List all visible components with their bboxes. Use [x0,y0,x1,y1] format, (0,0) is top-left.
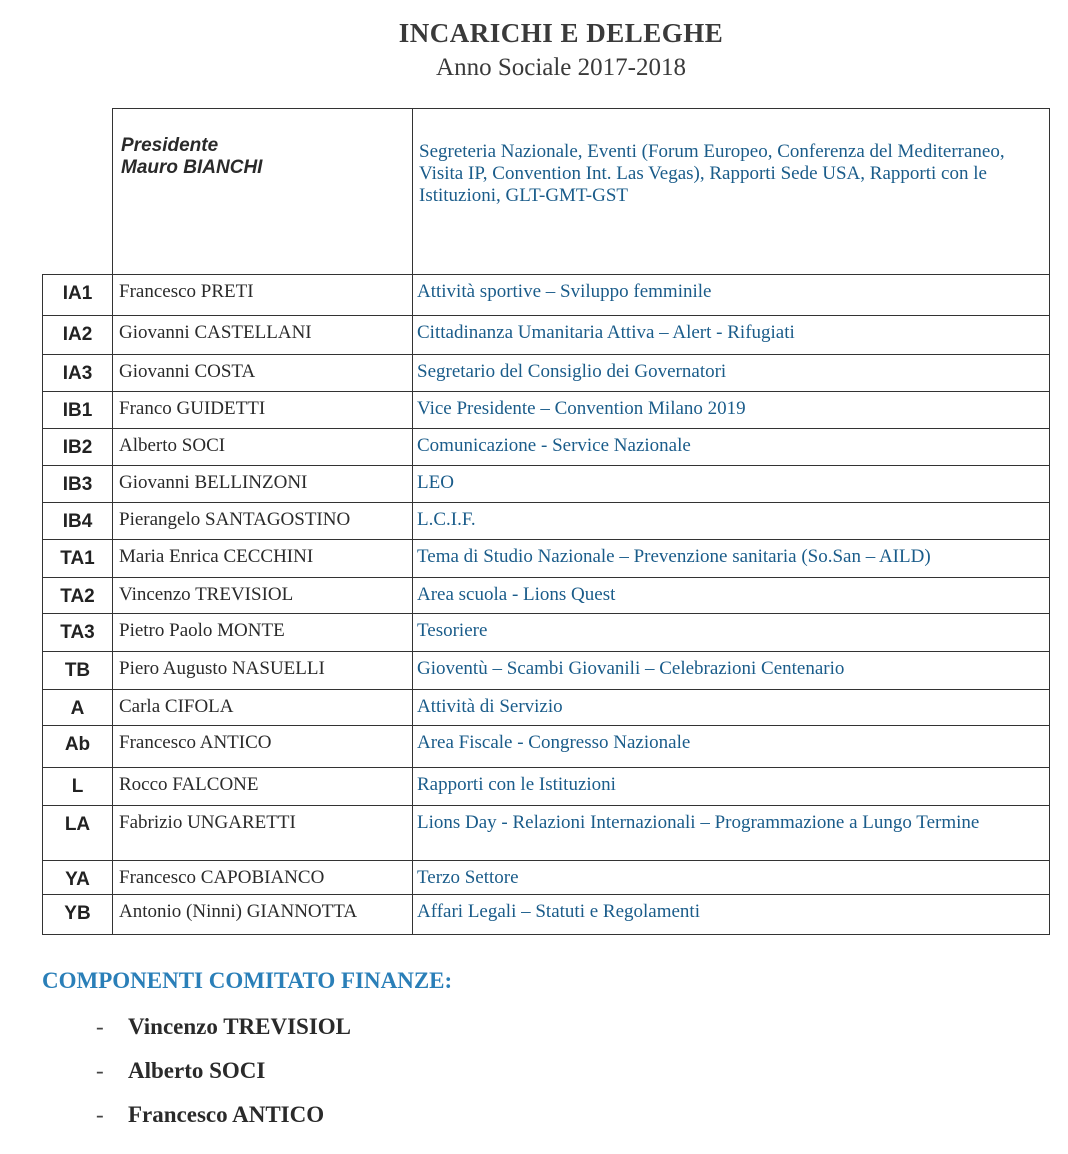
row-role: Lions Day - Relazioni Internazionali – Programmazione a Lungo Termine [413,806,1050,861]
row-name: Carla CIFOLA [113,690,413,726]
table-row [43,466,1050,503]
row-name: Pietro Paolo MONTE [113,614,413,652]
row-code: TA3 [43,614,113,652]
president-name: Mauro BIANCHI [121,157,263,178]
table-row [43,429,1050,466]
row-code: TB [43,652,113,690]
table-row [43,726,1050,768]
table-row [43,540,1050,578]
table-row [43,895,1050,935]
row-name: Francesco CAPOBIANCO [113,861,413,895]
president-code-cell [43,109,113,275]
finance-member [96,1010,351,1054]
table-row [43,690,1050,726]
row-role: LEO [413,466,1050,503]
row-code: IA2 [43,316,113,355]
row-code: TA2 [43,578,113,614]
row-name: Fabrizio UNGARETTI [113,806,413,861]
row-code: IA3 [43,355,113,392]
table-row [43,861,1050,895]
list-dash: - [96,1058,104,1083]
table-row [43,392,1050,429]
row-name: Rocco FALCONE [113,768,413,806]
row-role: Attività di Servizio [413,690,1050,726]
row-code: YB [43,895,113,935]
row-name: Franco GUIDETTI [113,392,413,429]
assignments-table [42,108,1050,935]
row-code: IB1 [43,392,113,429]
table-row [43,614,1050,652]
table-row [43,806,1050,861]
row-role: Area scuola - Lions Quest [413,578,1050,614]
row-code: IB2 [43,429,113,466]
list-dash: - [96,1102,104,1127]
row-name: Giovanni BELLINZONI [113,466,413,503]
row-role: Attività sportive – Sviluppo femminile [413,275,1050,316]
table-row [43,503,1050,540]
row-role: Tema di Studio Nazionale – Prevenzione sanitaria (So.San – AILD) [413,540,1050,578]
row-name: Piero Augusto NASUELLI [113,652,413,690]
row-code: IA1 [43,275,113,316]
row-code: LA [43,806,113,861]
row-code: TA1 [43,540,113,578]
row-role: Gioventù – Scambi Giovanili – Celebrazioni Centenario [413,652,1050,690]
row-name: Giovanni COSTA [113,355,413,392]
row-role: Cittadinanza Umanitaria Attiva – Alert - Rifugiati [413,316,1050,355]
president-name-cell [113,109,413,275]
table-row [43,578,1050,614]
finance-member [96,1054,351,1098]
row-role: Affari Legali – Statuti e Regolamenti [413,895,1050,935]
row-code: Ab [43,726,113,768]
finance-member-name: Francesco ANTICO [128,1102,325,1127]
table-row [43,275,1050,316]
row-role: L.C.I.F. [413,503,1050,540]
page-title: INCARICHI E DELEGHE [398,18,724,48]
row-name: Pierangelo SANTAGOSTINO [113,503,413,540]
row-code: A [43,690,113,726]
row-name: Antonio (Ninni) GIANNOTTA [113,895,413,935]
row-role: Tesoriere [413,614,1050,652]
row-code: L [43,768,113,806]
row-code: IB4 [43,503,113,540]
table-row [43,652,1050,690]
finance-committee-list [96,1010,351,1142]
finance-member [96,1098,351,1142]
row-role: Vice Presidente – Convention Milano 2019 [413,392,1050,429]
page-subtitle: Anno Sociale 2017-2018 [436,54,686,81]
president-role: Segreteria Nazionale, Eventi (Forum Europeo, Conferenza del Mediterraneo, Visita IP, Convention Int. Las Vegas), Rapporti Sede USA, Rapporti con le Istituzioni, GLT-GMT-GST [413,109,1050,275]
row-code: YA [43,861,113,895]
row-code: IB3 [43,466,113,503]
table-row [43,355,1050,392]
table-row [43,316,1050,355]
president-row [43,109,1050,275]
finance-committee-title: COMPONENTI COMITATO FINANZE: [42,968,453,993]
row-role: Comunicazione - Service Nazionale [413,429,1050,466]
row-name: Giovanni CASTELLANI [113,316,413,355]
row-name: Vincenzo TREVISIOL [113,578,413,614]
row-role: Rapporti con le Istituzioni [413,768,1050,806]
row-role: Area Fiscale - Congresso Nazionale [413,726,1050,768]
row-name: Francesco PRETI [113,275,413,316]
row-name: Alberto SOCI [113,429,413,466]
finance-member-name: Alberto SOCI [128,1058,266,1083]
list-dash: - [96,1014,104,1039]
row-name: Maria Enrica CECCHINI [113,540,413,578]
row-name: Francesco ANTICO [113,726,413,768]
finance-member-name: Vincenzo TREVISIOL [128,1014,352,1039]
table-row [43,768,1050,806]
row-role: Terzo Settore [413,861,1050,895]
president-title: Presidente [121,135,219,156]
row-role: Segretario del Consiglio dei Governatori [413,355,1050,392]
